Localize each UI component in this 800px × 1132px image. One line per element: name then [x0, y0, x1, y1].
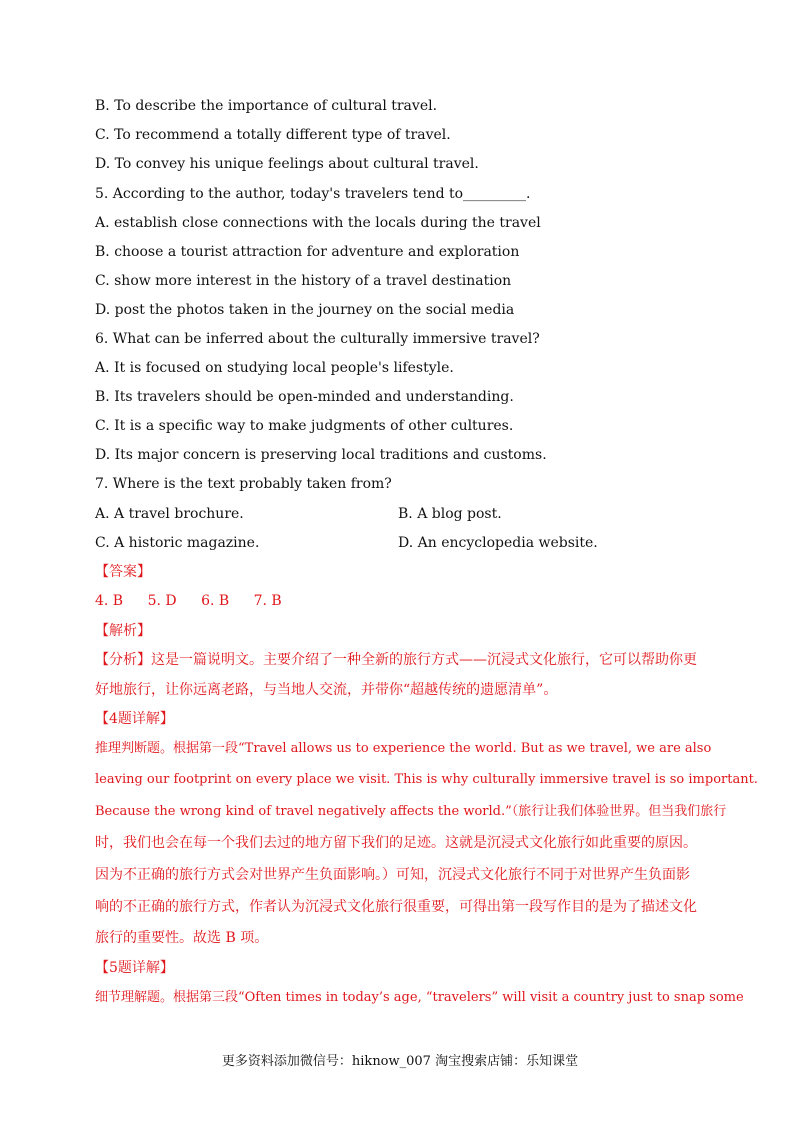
q4-option-c: C. To recommend a totally different type of travel. [95, 127, 451, 143]
q4-detail-heading: 【4题详解】 [95, 711, 174, 727]
q4-detail-line: 旅行的重要性。故选 B 项。 [95, 930, 269, 946]
q6-option-c: C. It is a specific way to make judgments of other cultures. [95, 418, 514, 434]
analysis-heading: 【解析】 [95, 623, 151, 639]
q5-detail-heading: 【5题详解】 [95, 960, 174, 976]
answer-list [95, 592, 302, 610]
q5-option-b: B. choose a tourist attraction for adventure and exploration [95, 244, 520, 260]
q4-detail-line: 响的不正确的旅行方式，作者认为沉浸式文化旅行很重要，可得出第一段写作目的是为了描述文化 [95, 899, 697, 915]
answer-item: 5. D [147, 593, 177, 609]
answer-item: 4. B [95, 593, 124, 609]
q7-option-d: D. An encyclopedia website. [398, 535, 598, 551]
q4-detail-line: leaving our footprint on every place we visit. This is why culturally immersive travel is so important. [95, 772, 758, 787]
answer-item: 6. B [201, 593, 230, 609]
q4-option-d: D. To convey his unique feelings about cultural travel. [95, 156, 479, 172]
q5-option-a: A. establish close connections with the locals during the travel [95, 215, 541, 231]
q7-option-c: C. A historic magazine. [95, 535, 260, 551]
q6-option-a: A. It is focused on studying local people's lifestyle. [95, 360, 454, 376]
q7-option-b: B. A blog post. [398, 506, 502, 522]
q6-option-b: B. Its travelers should be open-minded and understanding. [95, 389, 514, 405]
q7-option-a: A. A travel brochure. [95, 506, 244, 522]
analysis-summary-line: 好地旅行，让你远离老路，与当地人交流，并带你“超越传统的遗愿清单”。 [95, 682, 558, 698]
q4-option-b: B. To describe the importance of cultural travel. [95, 98, 438, 114]
q6-option-d: D. Its major concern is preserving local traditions and customs. [95, 447, 547, 463]
q5-option-d: D. post the photos taken in the journey on the social media [95, 302, 515, 318]
q4-detail-line: 时，我们也会在每一个我们去过的地方留下我们的足迹。这就是沉浸式文化旅行如此重要的原因。 [95, 835, 697, 851]
analysis-summary-line: 【分析】这是一篇说明文。主要介绍了一种全新的旅行方式——沉浸式文化旅行，它可以帮助你更 [95, 652, 697, 668]
answer-heading: 【答案】 [95, 564, 151, 580]
answer-item: 7. B [253, 593, 282, 609]
q7-stem: 7. Where is the text probably taken from? [95, 476, 392, 492]
q4-detail-line: 因为不正确的旅行方式会对世界产生负面影响。）可知，沉浸式文化旅行不同于对世界产生负面影 [95, 867, 690, 883]
q5-stem: 5. According to the author, today's travelers tend to_________. [95, 186, 531, 202]
q5-option-c: C. show more interest in the history of a travel destination [95, 273, 512, 289]
q5-detail-line: 细节理解题。根据第三段“Often times in today’s age, “travelers” will visit a country just to snap some [95, 990, 744, 1005]
q4-detail-line: Because the wrong kind of travel negatively affects the world.”（旅行让我们体验世界。但当我们旅行 [95, 804, 727, 819]
q6-stem: 6. What can be inferred about the culturally immersive travel? [95, 331, 540, 347]
q4-detail-line: 推理判断题。根据第一段“Travel allows us to experience the world. But as we travel, we are also [95, 741, 712, 756]
footer-note: 更多资料添加微信号：hiknow_007 淘宝搜索店铺：乐知课堂 [221, 1054, 579, 1069]
